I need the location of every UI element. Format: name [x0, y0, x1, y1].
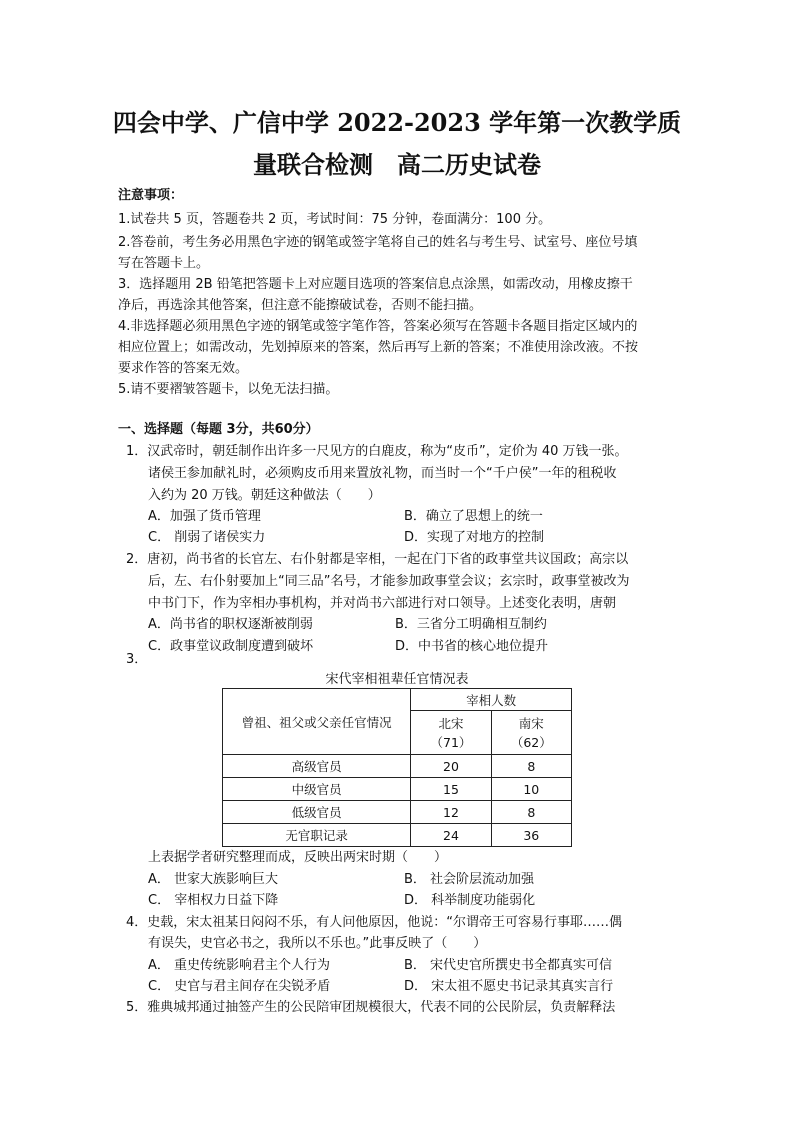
- question-1-option-c: C． 削弱了诸侯实力: [148, 530, 266, 545]
- table-row: [223, 778, 572, 801]
- question-4-option-d: D． 宋太祖不愿史书记录其真实言行: [404, 979, 614, 994]
- table-caption: 宋代宰相祖辈任官情况表: [325, 672, 469, 687]
- question-4-line: 有误失，史官必书之，我所以不乐也。”此事反映了（ ）: [148, 936, 487, 951]
- question-3-option-c: C． 宰相权力日益下降: [148, 893, 279, 908]
- exam-title-line-1: 四会中学、广信中学 2022-2023 学年第一次教学质: [112, 108, 682, 137]
- table-cell-north: 24: [411, 824, 491, 847]
- notice-line: 写在答题卡上。: [118, 256, 210, 271]
- notice-line: 净后，再选涂其他答案，但注意不能擦破试卷，否则不能扫描。: [118, 298, 483, 313]
- question-2-option-d: D．中书省的核心地位提升: [395, 639, 549, 654]
- table-cell-north: 12: [411, 801, 491, 824]
- notice-line: 1.试卷共 5 页，答题卷共 2 页，考试时间：75 分钟，卷面满分：100 分。: [118, 212, 552, 227]
- table-col-north: 北宋 （71）: [411, 711, 491, 755]
- question-2-line: 2．唐初，尚书省的长官左、右仆射都是宰相，一起在门下省的政事堂共议国政；高宗以: [126, 552, 629, 567]
- question-3-option-d: D． 科举制度功能弱化: [404, 893, 536, 908]
- notice-line: 2.答卷前，考生务必用黑色字迹的钢笔或签字笔将自己的姓名与考生号、试室号、座位号填: [118, 235, 638, 250]
- table-cell-north: 15: [411, 778, 491, 801]
- question-3-number: 3．: [126, 652, 148, 667]
- question-4-option-a: A． 重史传统影响君主个人行为: [148, 958, 331, 973]
- notice-line: 相应位置上；如需改动，先划掉原来的答案，然后再写上新的答案；不准使用涂改液。不按: [118, 340, 639, 355]
- table-group-header: 宰相人数: [411, 689, 572, 711]
- table-cell-label: 无官职记录: [223, 824, 411, 847]
- question-1-option-d: D．实现了对地方的控制: [404, 530, 545, 545]
- exam-title-line-2: 量联合检测 高二历史试卷: [253, 150, 541, 179]
- section-heading: 一、选择题（每题 3分，共60分）: [118, 422, 319, 437]
- question-1-option-b: B．确立了思想上的统一: [404, 509, 543, 524]
- table-cell-south: 36: [491, 824, 571, 847]
- question-1-line: 诸侯王参加献礼时，必须购皮币用来置放礼物，而当时一个“千户侯”一年的租税收: [148, 466, 617, 481]
- question-3-option-a: A． 世家大族影响巨大: [148, 872, 279, 887]
- notice-line: 要求作答的答案无效。: [118, 361, 249, 376]
- table-row: [223, 824, 572, 847]
- table-cell-south: 10: [491, 778, 571, 801]
- question-4-option-c: C． 史官与君主间存在尖锐矛盾: [148, 979, 331, 994]
- table-cell-south: 8: [491, 755, 571, 778]
- question-2-option-a: A．尚书省的职权逐渐被削弱: [148, 617, 313, 632]
- question-5-line: 5．雅典城邦通过抽签产生的公民陪审团规模很大，代表不同的公民阶层，负责解释法: [126, 1000, 616, 1015]
- question-4-option-b: B． 宋代史官所撰史书全都真实可信: [404, 958, 613, 973]
- question-2-option-c: C．政事堂议政制度遭到破坏: [148, 639, 314, 654]
- question-2-line: 后，左、右仆射要加上“同三品”名号，才能参加政事堂会议；玄宗时，政事堂被改为: [148, 574, 630, 589]
- table-cell-south: 8: [491, 801, 571, 824]
- question-2-option-b: B．三省分工明确相互制约: [395, 617, 547, 632]
- notice-heading: 注意事项：: [118, 188, 184, 203]
- question-2-line: 中书门下，作为宰相办事机构，并对尚书六部进行对口领导。上述变化表明，唐朝: [148, 596, 617, 611]
- question-1-line: 入约为 20 万钱。朝廷这种做法（ ）: [148, 488, 381, 503]
- officials-table: [222, 688, 572, 847]
- question-1-line: 1．汉武帝时，朝廷制作出许多一尺见方的白鹿皮，称为“皮币”，定价为 40 万钱一张。: [126, 444, 628, 459]
- question-3-stem: 上表据学者研究整理而成，反映出两宋时期（ ）: [148, 850, 448, 865]
- table-cell-label: 中级官员: [223, 778, 411, 801]
- question-4-line: 4．史载，宋太祖某日闷闷不乐，有人问他原因，他说：“尔谓帝王可容易行事耶……偶: [126, 915, 623, 930]
- table-row: [223, 755, 572, 778]
- notice-line: 5.请不要褶皱答题卡，以免无法扫描。: [118, 382, 339, 397]
- table-cell-north: 20: [411, 755, 491, 778]
- table-row: [223, 801, 572, 824]
- notice-line: 3．选择题用 2B 铅笔把答题卡上对应题目选项的答案信息点涂黑，如需改动，用橡皮擦干: [118, 277, 633, 292]
- question-1-option-a: A．加强了货币管理: [148, 509, 261, 524]
- table-col-south: 南宋 （62）: [491, 711, 571, 755]
- table-cell-label: 低级官员: [223, 801, 411, 824]
- question-3-option-b: B． 社会阶层流动加强: [404, 872, 535, 887]
- notice-line: 4.非选择题必须用黑色字迹的钢笔或签字笔作答，答案必须写在答题卡各题目指定区域内的: [118, 319, 638, 334]
- table-cell-label: 高级官员: [223, 755, 411, 778]
- table-row-header: 曾祖、祖父或父亲任官情况: [223, 689, 411, 755]
